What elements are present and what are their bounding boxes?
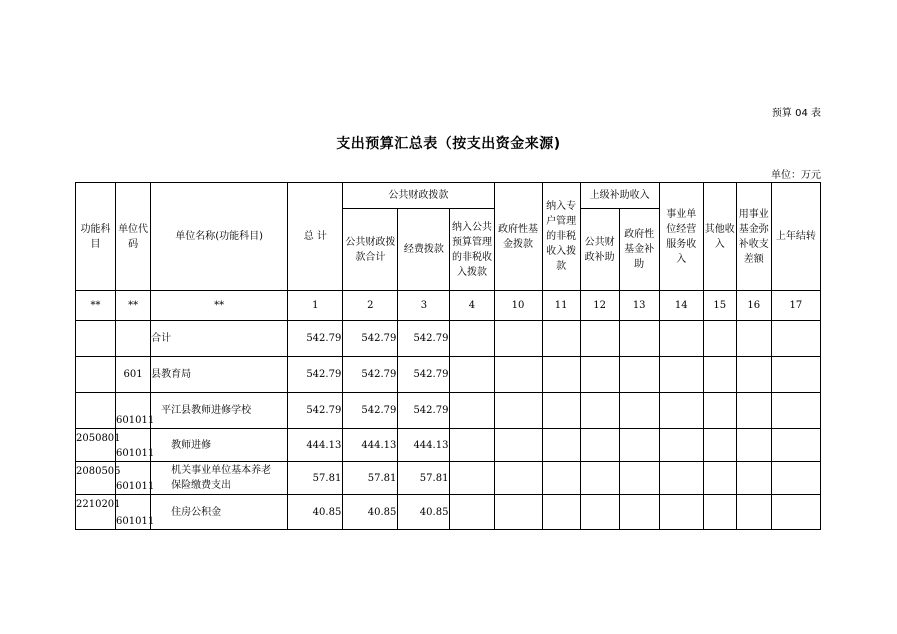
cell-empty (703, 429, 736, 462)
header-special-non-tax: 纳入专 户管理 的非税 收入拨 款 (542, 183, 580, 291)
cell-empty (619, 429, 659, 462)
cell-total: 542.79 (288, 357, 343, 393)
header-superior-subsidy-group: 上级补助收入 (580, 183, 659, 209)
cell-empty (736, 429, 771, 462)
cell-name: 平江县教师进修学校 (151, 393, 288, 429)
header-carryover: 上年结转 (771, 183, 820, 291)
cell-empty (450, 495, 494, 530)
cell-empty (659, 357, 703, 393)
cell-empty (771, 495, 820, 530)
header-gov-fund: 政府性基 金拨款 (494, 183, 542, 291)
cell-empty (736, 393, 771, 429)
cell-code: 601011 (116, 495, 151, 530)
cell-empty (771, 429, 820, 462)
header-non-tax-public: 纳入公共 预算管理 的非税收 入拨款 (450, 209, 494, 291)
header-unit-code: 单位代 码 (116, 183, 151, 291)
cell-total: 40.85 (288, 495, 343, 530)
table-row (76, 393, 821, 429)
header-other-income: 其他收 入 (703, 183, 736, 291)
column-number-row (76, 291, 821, 321)
cell-empty (494, 321, 542, 357)
cell-empty (619, 495, 659, 530)
cell-total: 542.79 (288, 321, 343, 357)
cell-empty (703, 462, 736, 495)
col-no: 14 (659, 291, 703, 321)
cell-code: 601011 (116, 393, 151, 429)
cell-pf-total: 542.79 (343, 321, 398, 357)
col-no: 1 (288, 291, 343, 321)
cell-pf-total: 40.85 (343, 495, 398, 530)
cell-empty (771, 462, 820, 495)
cell-empty (736, 462, 771, 495)
cell-func: 2080505 (76, 462, 116, 495)
col-no: 12 (580, 291, 619, 321)
cell-empty (542, 357, 580, 393)
cell-operating: 542.79 (398, 321, 450, 357)
cell-empty (494, 429, 542, 462)
cell-empty (703, 495, 736, 530)
cell-empty (580, 321, 619, 357)
cell-empty (580, 357, 619, 393)
cell-func: 2050801 (76, 429, 116, 462)
cell-func: 2210201 (76, 495, 116, 530)
cell-empty (703, 393, 736, 429)
cell-code: 601011 (116, 429, 151, 462)
col-no: 16 (736, 291, 771, 321)
header-public-finance-subsidy: 公共财 政补助 (580, 209, 619, 291)
cell-name: 合计 (151, 321, 288, 357)
cell-operating: 444.13 (398, 429, 450, 462)
col-no: ** (76, 291, 116, 321)
cell-empty (736, 357, 771, 393)
cell-empty (619, 393, 659, 429)
cell-empty (659, 321, 703, 357)
table-row (76, 462, 821, 495)
cell-total: 444.13 (288, 429, 343, 462)
col-no: 2 (343, 291, 398, 321)
cell-empty (771, 393, 820, 429)
cell-empty (619, 462, 659, 495)
cell-empty (619, 321, 659, 357)
col-no: 4 (450, 291, 494, 321)
cell-empty (580, 462, 619, 495)
cell-code: 601011 (116, 462, 151, 495)
cell-operating: 57.81 (398, 462, 450, 495)
cell-empty (450, 357, 494, 393)
cell-total: 57.81 (288, 462, 343, 495)
cell-empty (450, 462, 494, 495)
cell-empty (580, 495, 619, 530)
cell-empty (542, 462, 580, 495)
col-no: 10 (494, 291, 542, 321)
cell-operating: 40.85 (398, 495, 450, 530)
col-no: 13 (619, 291, 659, 321)
cell-empty (659, 429, 703, 462)
cell-empty (450, 393, 494, 429)
cell-operating: 542.79 (398, 357, 450, 393)
cell-empty (619, 357, 659, 393)
cell-empty (736, 321, 771, 357)
header-business-income: 事业单 位经营 服务收 入 (659, 183, 703, 291)
cell-empty (542, 321, 580, 357)
col-no: 15 (703, 291, 736, 321)
budget-table (75, 182, 821, 530)
cell-empty (736, 495, 771, 530)
table-row (76, 357, 821, 393)
cell-pf-total: 444.13 (343, 429, 398, 462)
cell-empty (580, 393, 619, 429)
cell-empty (542, 393, 580, 429)
cell-empty (494, 357, 542, 393)
header-fund-offset: 用事业 基金弥 补收支 差额 (736, 183, 771, 291)
cell-func (76, 357, 116, 393)
page-title: 支出预算汇总表（按支出资金来源) (336, 136, 561, 152)
cell-name: 县教育局 (151, 357, 288, 393)
cell-empty (659, 393, 703, 429)
col-no: ** (151, 291, 288, 321)
cell-func (76, 321, 116, 357)
cell-empty (450, 321, 494, 357)
cell-empty (494, 393, 542, 429)
cell-empty (494, 462, 542, 495)
cell-empty (771, 321, 820, 357)
col-no: ** (116, 291, 151, 321)
form-number: 预算 04 表 (771, 108, 821, 119)
cell-empty (659, 495, 703, 530)
header-func-code: 功能科 目 (76, 183, 116, 291)
cell-pf-total: 542.79 (343, 393, 398, 429)
header-public-finance-group: 公共财政拨款 (343, 183, 494, 209)
cell-func (76, 393, 116, 429)
unit-label: 单位：万元 (771, 170, 821, 181)
cell-empty (450, 429, 494, 462)
header-public-finance-total: 公共财政拨 款合计 (343, 209, 398, 291)
cell-code: 601 (116, 357, 151, 393)
cell-empty (542, 429, 580, 462)
cell-pf-total: 57.81 (343, 462, 398, 495)
cell-empty (494, 495, 542, 530)
table-row (76, 429, 821, 462)
cell-operating: 542.79 (398, 393, 450, 429)
cell-empty (580, 429, 619, 462)
table-row (76, 321, 821, 357)
cell-empty (659, 462, 703, 495)
cell-empty (703, 357, 736, 393)
cell-empty (771, 357, 820, 393)
col-no: 3 (398, 291, 450, 321)
header-gov-fund-subsidy: 政府性 基金补 助 (619, 209, 659, 291)
header-total: 总 计 (288, 183, 343, 291)
col-no: 17 (771, 291, 820, 321)
cell-total: 542.79 (288, 393, 343, 429)
cell-pf-total: 542.79 (343, 357, 398, 393)
header-unit-name: 单位名称(功能科目) (151, 183, 288, 291)
cell-empty (542, 495, 580, 530)
cell-name: 住房公积金 (151, 495, 288, 530)
cell-code (116, 321, 151, 357)
header-operating-allocation: 经费拨款 (398, 209, 450, 291)
table-row (76, 495, 821, 530)
cell-name: 教师进修 (151, 429, 288, 462)
col-no: 11 (542, 291, 580, 321)
cell-empty (703, 321, 736, 357)
cell-name: 机关事业单位基本养老 保险缴费支出 (151, 462, 288, 495)
